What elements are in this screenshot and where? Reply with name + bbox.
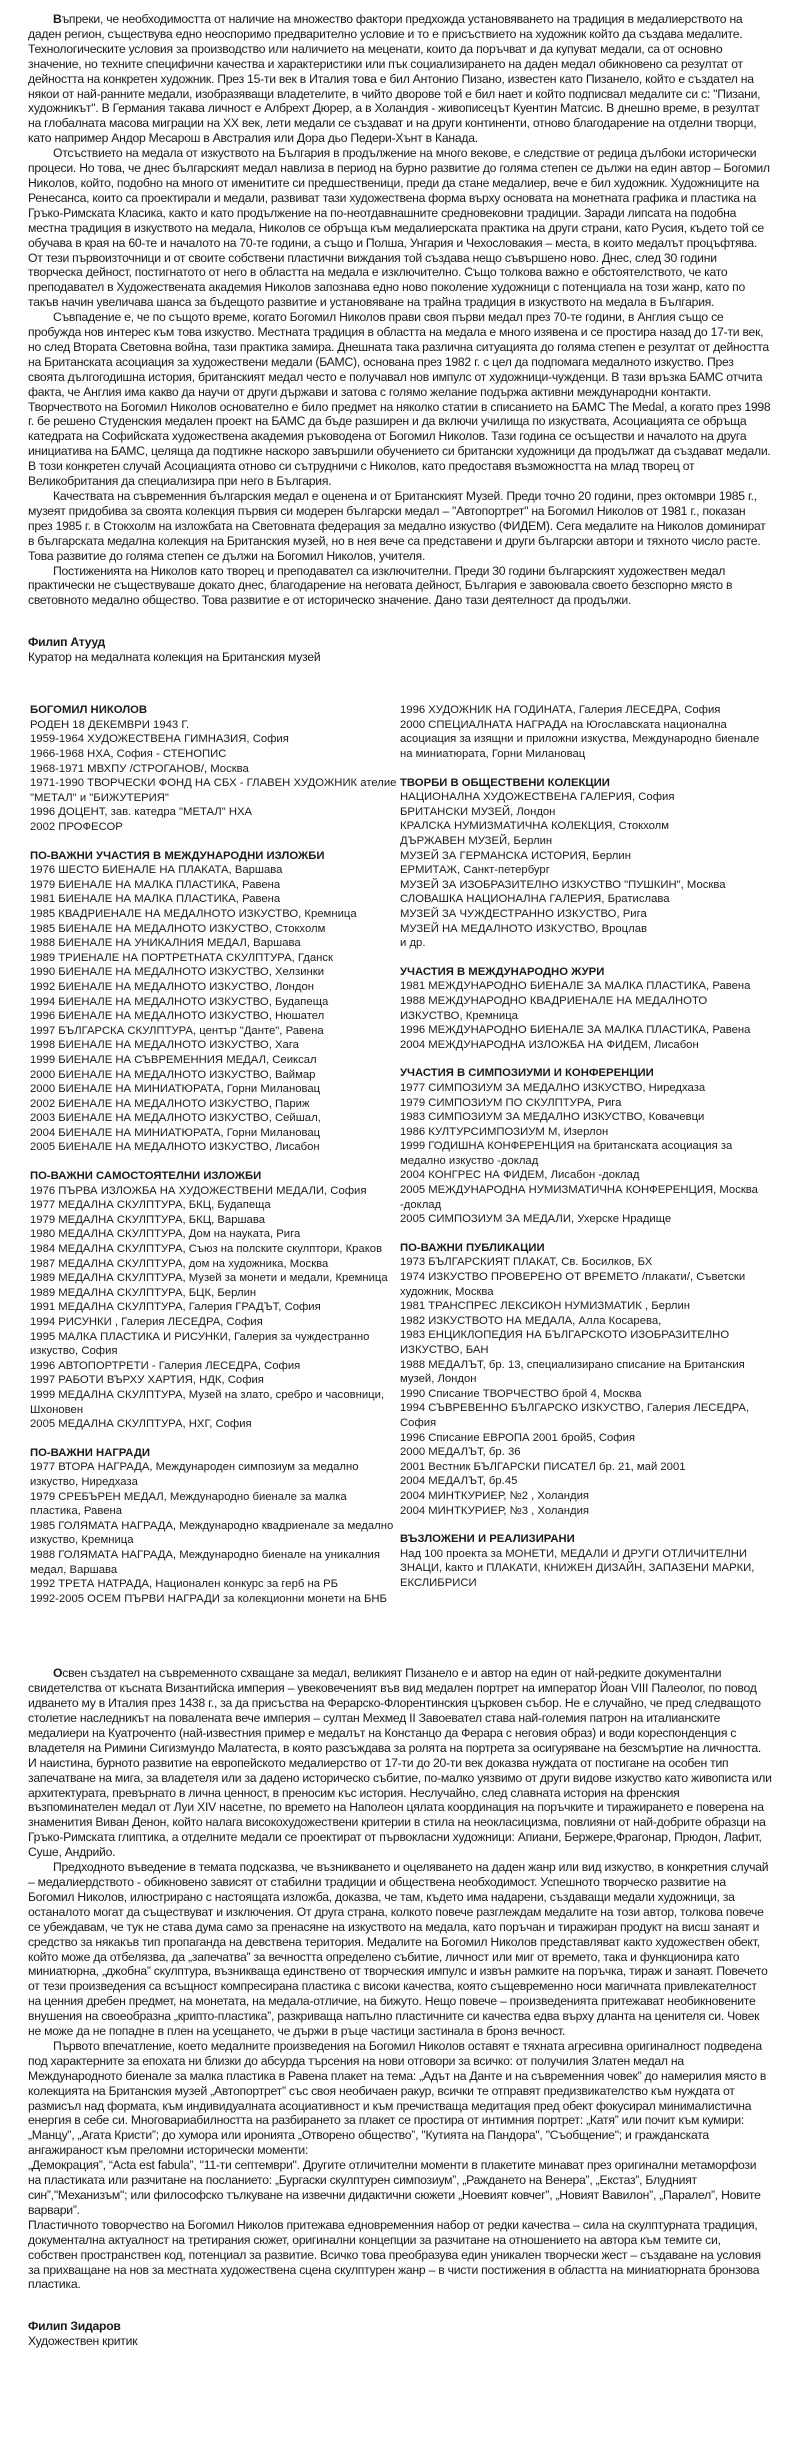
cv-entry: 1979 МЕДАЛНА СКУЛПТУРА, БКЦ, Варшава xyxy=(30,1213,265,1226)
essay-paragraph xyxy=(28,564,772,609)
paragraph-text: Съвпадение е, че по същото време, когато Богомил Николов прави своя първи медал през 70-те години, в Англия също се пробужда нов интерес към това изкуство. Местната традиция в областта на медала е много изявена и се простира назад до 17-ти век, но след Втората Световна война, тази практика замира. Днешната така различна ситуацията до голяма степен е резултат от дейността на Британската асоциация за художествени медали (БАМС), основана през 1982 г. с цел да подпомага медалното изкуство. През своята дългогодишна история, британският медал често е получавал нов импулс от художници-чужденци. В тази връзка БАМС отчита факта, че Англия има какво да научи от други държави и затова с голямо желание подържа активни международни контакти. Творчеството на Богомил Николов основателно е било предмет на няколко статии в списанието на БАМС The Medal, а когато през 1998 г. бе решено Студенския медален проект на БАМС да бъде разширен и да включи училища по изкуствата, Асоциацията се обръща катедрата на Софийската художествена академия ръководена от Богомил Николов. Тази година се осъществи и началото на друга инициатива на БАМС, целяща да подтикне наскоро завършили обучението си британски художници да продължат да създават медали. В този конкретен случай Асоциацията отново си сътрудничи с Николов, като предоставя възможността на млад творец от Великобритания да специализира при него в България. xyxy=(28,310,771,489)
cv-entry: 1997 БЪЛГАРСКА СКУЛПТУРА, център "Данте", Равена xyxy=(30,1024,324,1037)
cv-section-heading: ПО-ВАЖНИ ПУБЛИКАЦИИ xyxy=(400,1241,545,1254)
cv-entry: 2004 МЕДАЛЪТ, бр.45 xyxy=(400,1475,518,1488)
cv-entry: НАЦИОНАЛНА ХУДОЖЕСТВЕНА ГАЛЕРИЯ, София xyxy=(400,791,675,804)
cv-entry: 2001 Вестник БЪЛГАРСКИ ПИСАТЕЛ бр. 21, май 2001 xyxy=(400,1460,686,1473)
cv-entry: 1996 БИЕНАЛЕ НА МЕДАЛНОТО ИЗКУСТВО, Нюшател xyxy=(30,1010,325,1023)
cv-entry: 2004 МИНТКУРИЕР, №3 , Холандия xyxy=(400,1504,590,1517)
cv-entry: 1968-1971 МВХПУ /СТРОГАНОВ/, Москва xyxy=(30,762,249,775)
cv-entry: 1990 Списание ТВОРЧЕСТВО брой 4, Москва xyxy=(400,1387,642,1400)
paragraph-text: Качествата на съвременния българския медал е оценена и от Британският Музей. Преди точно 20 години, през октомври 1985 г., музеят придобива за своята колекция първия си модерен български медал – "Автопортрет" на Богомил Николов от 1981 г., показан през 1985 г. в Стокхолм на изложбата на Световната федерация за медално изкуство (ФИДЕМ). Сега медалите на Николов доминират в българската медална колекция на Британския музей, но в нея вече са представени и други български автори и тяхното число расте. Това развитие до голяма степен се дължи на Богомил Николов, учителя. xyxy=(28,489,766,563)
cv-entry: 1979 БИЕНАЛЕ НА МАЛКА ПЛАСТИКА, Равена xyxy=(30,878,281,891)
cv-entry: 1982 ИЗКУСТВОТО НА МЕДАЛА, Алла Косарева, xyxy=(400,1314,662,1327)
cv-entry: БРИТАНСКИ МУЗЕЙ, Лондон xyxy=(400,805,556,818)
paragraph-text: Отсъствието на медала от изкуството на България в продължение на много векове, е следствие от редица дълбоки исторически процеси. Но това, че днес българският медал навлиза в период на бурно развитие до голяма степен се дължи на един автор – Богомил Николов, който, подобно на много от именитите си предшественици, преди да стане медалиер, вече е бил художник. Художниците на Ренесанса, които са проектирали и медали, развиват тази художествена форма върху основата на монетната графика и пластика на Гръко-Римската Класика, както и като продължение на по-неотдавнашните средновековни традиции. Заради липсата на подобна местна традиция в изкуството на медала, Николов се обръща към медалиерската практика на други страни, като Русия, където той се обучава в края на 60-те и началото на 70-те години, а също и Полша, Унгария и Чехословакия – места, в които медалът процъфтява. От тези първоизточници и от своите собствени пластични виждания той създава нещо съвършено ново. Днес, след 30 години творческа дейност, постигнатото от него в областта на медала е изключително. Също толкова важно е обстоятелството, че като преподавател в Художествената академия Николов запознава едно ново поколение художници с потенциала на този жанр, като по такъв начин увеличава шанса за бъдещото развитие и установяване на трайна традиция в изкуството на медала в България. xyxy=(28,146,770,310)
cv-entry: 1985 ГОЛЯМАТА НАГРАДА, Международно квадриенале за медално изкуство, Кремница xyxy=(30,1519,394,1547)
cv-entry: ЕРМИТАЖ, Санкт-петербург xyxy=(400,864,550,877)
cv-entry: 1959-1964 ХУДОЖЕСТВЕНА ГИМНАЗИЯ, София xyxy=(30,733,289,746)
cv-entry: 1990 БИЕНАЛЕ НА МЕДАЛНОТО ИЗКУСТВО, Хелзинки xyxy=(30,966,325,979)
cv-entry: 2005 МЕЖДУНАРОДНА НУМИЗМАТИЧНА КОНФЕРЕНЦИЯ, Москва -доклад xyxy=(400,1184,758,1211)
cv-entry: 1996 ДОЦЕНТ, зав. катедра "МЕТАЛ" НХА xyxy=(30,806,253,819)
cv-left-column xyxy=(30,703,400,1606)
paragraph-text: Предходното въведение в темата подсказва, че възникването и оцеляването на даден жанр или вид изкуство, в конкретния случай – медалиердството - обикновено зависят от стабилни традиции и обществена необходимост. Успешното творческо развитие на Богомил Николов, илюстрирано с настоящата изложба, доказва, че там, където има надарени, създаващи медали художници, за останалото могат да съществуват и изключения. От друга страна, колкото повече разглеждам медалите на този автор, толкова повече се убеждавам, че тук не става дума само за пренасяне на изкуството на медала, като поръчан и тиражиран продукт на висш занаят и средство за някакъв тип пропаганда на девствена територия. Медалите на Богомил Николов представляват както художествен обект, който може да отбелязва, да „запечатва” за вечността определено събитие, личност или миг от времето, така и функционира като миниатюрна, „джобна” скулптура, възникваща единствено от творческия импулс и извън рамките на поръчка, тираж и занаят. Повечето от тези произведения са всъщност компресирана пластика с високи качества, която същевременно носи магичната привлекателност на ценния дребен предмет, на монетата, на медала-отличие, на бижуто. Нещо повече – произведенията притежават необикновените внушения на своеобразна „крипто-пластика”, разкриваща напълно пластичните си качества едва върху дланта на ценителя си. Човек не може да не попадне в плен на усещането, че държи в ръце частици застинала в бронз вечност. xyxy=(28,1860,769,2039)
cv-entry: 2003 БИЕНАЛЕ НА МЕДАЛНОТО ИЗКУСТВО, Сейшал, xyxy=(30,1112,321,1125)
cv-entry: 2000 СПЕЦИАЛНАТА НАГРАДА на Югославската национална асоциация за изящни и приложни изкуства, Международно биенале на миниатюрата, Горни Милановац xyxy=(400,718,760,761)
cv-entry: 1979 СРЕБЪРЕН МЕДАЛ, Международно биенале за малка пластика, Равена xyxy=(30,1490,347,1518)
cv-entry: МУЗЕЙ ЗА ГЕРМАНСКА ИСТОРИЯ, Берлин xyxy=(400,849,631,862)
cv-entry: 1989 ТРИЕНАЛЕ НА ПОРТРЕТНАТА СКУЛПТУРА, Гданск xyxy=(30,951,333,964)
cv-entry: 1985 БИЕНАЛЕ НА МЕДАЛНОТО ИЗКУСТВО, Стокхолм xyxy=(30,922,326,935)
cv-entry: 2004 МЕЖДУНАРОДНА ИЗЛОЖБА НА ФИДЕМ, Лисабон xyxy=(400,1038,699,1051)
cv-entry: 1991 МЕДАЛНА СКУЛПТУРА, Галерия ГРАДЪТ, София xyxy=(30,1301,321,1314)
cv-entry: 2004 МИНТКУРИЕР, №2 , Холандия xyxy=(400,1489,590,1502)
cv-entry: 1999 МЕДАЛНА СКУЛПТУРА, Музей на злато, сребро и часовници, Шхоновен xyxy=(30,1388,385,1416)
cv-entry: 1995 МАЛКА ПЛАСТИКА И РИСУНКИ, Галерия за чуждестранно изкуство, София xyxy=(30,1330,370,1358)
paragraph-text: „Демокрация”, “Acta est fabula”, "11-ти септември". Другите отличителни моменти в плакетите минават през оригинални метаморфози на пластиката или разчитане на посланието: „Бургаски скулптурен симпозиум”, „Раждането на Венера”, „Екстаз”, Блудният син”,"Механизъм"; или философско тълкуване на извечни дидактични сюжети „Ноевият ковчег”, „Новият Вавилон”, „Паралел”, Новите варвари”. xyxy=(28,2158,761,2217)
essay-paragraph xyxy=(28,2218,772,2293)
cv-entry: 1977 МЕДАЛНА СКУЛПТУРА, БКЦ, Будапеща xyxy=(30,1199,271,1212)
cv-entry: 1999 БИЕНАЛЕ НА СЪВРЕМЕННИЯ МЕДАЛ, Сеиксал xyxy=(30,1053,317,1066)
cv-entry: 2004 БИЕНАЛЕ НА МИНИАТЮРАТА, Горни Милановац xyxy=(30,1126,321,1139)
cv-entry: 1996 ХУДОЖНИК НА ГОДИНАТА, Галерия ЛЕСЕДРА, София xyxy=(400,704,721,717)
cv-section-heading: ПО-ВАЖНИ НАГРАДИ xyxy=(30,1446,151,1459)
essay-paragraph xyxy=(28,489,772,564)
cv-entry: 1981 ТРАНСПРЕС ЛЕКСИКОН НУМИЗМАТИК , Берлин xyxy=(400,1300,691,1313)
cv-entry: 1976 ПЪРВА ИЗЛОЖБА НА ХУДОЖЕСТВЕНИ МЕДАЛИ, София xyxy=(30,1184,367,1197)
cv-entry: 1992-2005 ОСЕМ ПЪРВИ НАГРАДИ за колекционни монети на БНБ xyxy=(30,1592,387,1605)
essay-paragraph xyxy=(28,1666,772,1860)
cv-entry: 1994 РИСУНКИ , Галерия ЛЕСЕДРА, София xyxy=(30,1316,263,1328)
cv-entry: МУЗЕЙ НА МЕДАЛНОТО ИЗКУСТВО, Вроцлав xyxy=(400,922,648,935)
cv-entry: 1988 ГОЛЯМАТА НАГРАДА, Международно биенале на уникалния медал, Варшава xyxy=(30,1548,380,1576)
essay-paragraph xyxy=(28,146,772,310)
cv-entry: 1981 БИЕНАЛЕ НА МАЛКА ПЛАСТИКА, Равена xyxy=(30,893,281,906)
cv-entry: 1988 МЕДАЛЪТ, бр. 13, специализирано списание на Британския музей, Лондон xyxy=(400,1358,745,1386)
cv-entry: 1994 БИЕНАЛЕ НА МЕДАЛНОТО ИЗКУСТВО, Будапеща xyxy=(30,995,329,1008)
cv-entry: 1977 ВТОРА НАГРАДА, Международен симпозиум за медално изкуство, Ниредхаза xyxy=(30,1461,359,1488)
cv-entry: 1992 ТРЕТА НАТРАДА, Национален конкурс за герб на РБ xyxy=(30,1578,339,1591)
cv-entry: 1983 ЕНЦИКЛОПЕДИЯ НА БЪЛГАРСКОТО ИЗОБРАЗИТЕЛНО ИЗКУСТВО, БАН xyxy=(400,1329,730,1356)
drop-letter: О xyxy=(53,1666,63,1681)
cv-entry: Над 100 проекта за МОНЕТИ, МЕДАЛИ И ДРУГИ ОТЛИЧИТЕЛНИ ЗНАЦИ, kакто и ПЛАКАТИ, КНИЖЕН ДИЗАЙН, ЗАПАЗЕНИ МАРКИ, ЕКСЛИБРИСИ xyxy=(400,1547,755,1589)
essay-paragraph xyxy=(28,1860,772,2039)
cv-entry: 1966-1968 НХА, София - СТЕНОПИС xyxy=(30,748,227,761)
cv-entry: 2002 ПРОФЕСОР xyxy=(30,821,123,833)
cv-section-heading: ТВОРБИ В ОБЩЕСТВЕНИ КОЛЕКЦИИ xyxy=(400,776,610,789)
cv-entry: 1980 МЕДАЛНА СКУЛПТУРА, Дом на науката, Рига xyxy=(30,1228,301,1241)
cv-entry: 1973 БЪЛГАРСКИЯТ ПЛАКАТ, Св. Босилков, БХ xyxy=(400,1256,653,1269)
cv-entry: 1986 КУЛТУРСИМПОЗИУМ М, Изерлон xyxy=(400,1125,609,1138)
cv-section-heading: ПО-ВАЖНИ САМОСТОЯТЕЛНИ ИЗЛОЖБИ xyxy=(30,1170,262,1183)
essay-paragraph xyxy=(28,2158,772,2218)
cv-entry: 1996 АВТОПОРТРЕТИ - Галерия ЛЕСЕДРА, София xyxy=(30,1359,301,1372)
cv-entry: 1997 РАБОТИ ВЪРХУ ХАРТИЯ, НДК, София xyxy=(30,1374,264,1387)
cv-entry: 1996 МЕЖДУНАРОДНО БИЕНАЛЕ ЗА МАЛКА ПЛАСТИКА, Равена xyxy=(400,1024,751,1037)
paragraph-text: Постиженията на Николов като творец и преподавател са изключителни. Преди 30 години българският художествен медал практически не съществуваше докато днес, благодарение на неговата дейност, България е завоювала своето безспорно място в световното медално общество. Това развитие е от историческо значение. Дано тази деятелност да продължи. xyxy=(28,563,733,608)
cv-entry: 1988 МЕЖДУНАРОДНО КВАДРИЕНАЛЕ НА МЕДАЛНОТО ИЗКУСТВО, Кремница xyxy=(400,994,708,1022)
cv-entry: 1984 МЕДАЛНА СКУЛПТУРА, Съюз на полските скулптори, Краков xyxy=(30,1243,383,1256)
cv-entry: 2005 МЕДАЛНА СКУЛПТУРА, НХГ, София xyxy=(30,1418,252,1431)
paragraph-text: свен създател на съвременното схващане за медал, великият Пизанело е и автор на един от най-редките документални свидетелства от късната Византийска империя – увековеченият във вид медален портрет на император Йоан VIII Палеолог, по повод идването му в Италия през 1438 г., за да присъства на Ферарско-Флорентинския църковен събор. Не е случайно, че пред следващото столетие наследникът на повалената вече империя – султан Мехмед II Завоевател става най-големия патрон на италианските медалиери на Куатроченто (най-известния пример е медалът на Констанцо да Ферара с неговия образ) и води кореспонденция с владетеля на Римини Сигизмундо Малатеста, в която разсъждава за ролята на портрета за осигуряване на безсмъртие на личността. И наистина, бурното развитие на европейското медалиерство от 17-ти до 20-ти век доказва нуждата от постигане на особен тип запечатване на мига, за владетеля или за дадено историческо събитие, по-малко уязвимо от други видове изкуство като живописта или архитектурата, превърнато в лична ценност, в преносим къс история. Неслучайно, след славната история на френския възпоминателен медал от Луи XIV насетне, по времето на Наполеон цялата координация на поръчките и тиражирането е поверена на знаменития Виван Денон, който налага висoкохудожествени критерии в стила на неокласицизма, повлияни от най-добрите образци на Гръко-Римската глиптика, а отделните медали се проектират от първокласни художници: Апиани, Бержере,Фрагонар, Прюдон, Лафит, Суше, Андрийо. xyxy=(28,1666,772,1860)
essay-paragraph xyxy=(28,12,772,146)
cv-entry: 1996 Списание ЕВРОПА 2001 брой5, София xyxy=(400,1431,636,1444)
cv-entry: 2002 БИЕНАЛЕ НА МЕДАЛНОТО ИЗКУСТВО, Париж xyxy=(30,1097,310,1110)
cv-section-heading: ВЪЗЛОЖЕНИ И РЕАЛИЗИРАНИ xyxy=(400,1533,575,1546)
cv-entry: 1989 МЕДАЛНА СКУЛПТУРА, БЦК, Берлин xyxy=(30,1286,257,1299)
critique-author-name: Филип Зидаров xyxy=(28,2319,121,2334)
intro-author-name: Филип Атууд xyxy=(28,635,106,650)
cv-entry: 2000 БИЕНАЛЕ НА МИНИАТЮРАТА, Горни Милановац xyxy=(30,1083,321,1096)
cv-entry: 2000 БИЕНАЛЕ НА МЕДАЛНОТО ИЗКУСТВО, Ваймар xyxy=(30,1068,316,1081)
cv-entry: 1998 БИЕНАЛЕ НА МЕДАЛНОТО ИЗКУСТВО, Хага xyxy=(30,1039,299,1052)
cv-entry: 1976 ШЕСТО БИЕНАЛЕ НА ПЛАКАТА, Варшава xyxy=(30,864,283,877)
cv-section-heading: БОГОМИЛ НИКОЛОВ xyxy=(30,704,148,717)
cv-entry: 2005 СИМПОЗИУМ ЗА МЕДАЛИ, Ухерске Нрадище xyxy=(400,1213,672,1226)
cv-entry: 1994 СЪВРЕВЕННО БЪЛГАРСКО ИЗКУСТВО, Галерия ЛЕСЕДРА, София xyxy=(400,1402,750,1429)
cv-right-column xyxy=(400,703,770,1606)
cv-entry: 1985 КВАДРИЕНАЛЕ НА МЕДАЛНОТО ИЗКУСТВО, Кремница xyxy=(30,907,357,920)
essay-paragraph xyxy=(28,310,772,489)
cv-entry: 2004 КОНГРЕС НА ФИДЕМ, Лисабон -доклад xyxy=(400,1169,640,1182)
intro-signature xyxy=(0,623,800,665)
cv-entry: 1977 СИМПОЗИУМ ЗА МЕДАЛНО ИЗКУСТВО, Ниредхаза xyxy=(400,1081,706,1094)
critique-author-role: Художествен критик xyxy=(28,2334,138,2349)
drop-letter: В xyxy=(53,12,62,26)
cv-entry: МУЗЕЙ ЗА ИЗОБРАЗИТЕЛНО ИЗКУСТВО "ПУШКИН", Москва xyxy=(400,878,726,891)
cv-entry: 1988 БИЕНАЛЕ НА УНИКАЛНИЯ МЕДАЛ, Варшава xyxy=(30,937,301,950)
cv-entry: МУЗЕЙ ЗА ЧУЖДЕСТРАННО ИЗКУСТВО, Рига xyxy=(400,907,647,920)
cv-section xyxy=(0,665,800,1606)
critique-signature xyxy=(0,2307,800,2349)
cv-entry: КРАЛСКА НУМИЗМАТИЧНА КОЛЕКЦИЯ, Стокхолм xyxy=(400,820,670,833)
critique-essay xyxy=(0,1606,800,2292)
cv-section-heading: ПО-ВАЖНИ УЧАСТИЯ В МЕЖДУНАРОДНИ ИЗЛОЖБИ xyxy=(30,849,325,862)
cv-entry: 1983 СИМПОЗИУМ ЗА МЕДАЛНО ИЗКУСТВО, Ковачевци xyxy=(400,1111,705,1124)
cv-entry: СЛОВАШКА НАЦИОНАЛНА ГАЛЕРИЯ, Братислава xyxy=(400,893,670,906)
cv-entry: ДЪРЖАВЕН МУЗЕЙ, Берлин xyxy=(400,835,553,847)
cv-entry: 1979 СИМПОЗИУМ ПО СКУЛПТУРА, Рига xyxy=(400,1096,622,1109)
cv-entry: 1992 БИЕНАЛЕ НА МЕДАЛНОТО ИЗКУСТВО, Лондон xyxy=(30,980,315,993)
cv-entry: 1987 МЕДАЛНА СКУЛПТУРА, дом на художника, Москва xyxy=(30,1257,329,1270)
paragraph-text: Пластичното товорчество на Богомил Николов притежава едновременния набор от редки качества – сила на скулптурната традиция, документална актуалност на третирания сюжет, оригинални концепции за разчитане на отношението на автора към темите си, собствен пространствен код, потенциал за развитие. Всичко това преобразува един уникален творчески жест – създаване на условия за прихващане на нов за местната художествена сцена скулптурен жанр – в чисти постижения в областта на миниатюрната бронзова пластика. xyxy=(28,2217,761,2292)
cv-section-heading: УЧАСТИЯ В МЕЖДУНАРОДНО ЖУРИ xyxy=(400,965,605,978)
essay-paragraph xyxy=(28,2039,772,2158)
intro-author-role: Куратор на медалната колекция на Британския музей xyxy=(28,650,321,665)
cv-entry: 2005 БИЕНАЛЕ НА МЕДАЛНОТО ИЗКУСТВО, Лисабон xyxy=(30,1141,320,1154)
cv-entry: 1971-1990 ТВОРЧЕСКИ ФОНД НА СБХ - ГЛАВЕН ХУДОЖНИК ателие "МЕТАЛ" и "БИЖУТЕРИЯ" xyxy=(30,777,397,804)
cv-entry: и др. xyxy=(400,937,426,950)
cv-entry: 1999 ГОДИШНА КОНФЕРЕНЦИЯ на британската асоциация за медално изкуство -доклад xyxy=(400,1140,733,1167)
cv-entry: 2000 МЕДАЛЪТ, бр. 36 xyxy=(400,1446,521,1459)
cv-entry: РОДЕН 18 ДЕКЕМВРИ 1943 Г. xyxy=(30,718,190,731)
paragraph-text: Първото впечатление, което медалните произведения на Богомил Николов оставят е тяхната агресивна оригиналност подведена под характерните за епохата ни близки до абсурда търсения на нови отговори за всичко: от получилия Златен медал на Международното биенале за малка пластика в Равена плакет на тема: „Адът на Данте и на съвременния човек” до намерилия място в колекцията на Британския музей „Автопортрет” със своя необичаен ракур, всички те отправят предизвикателство към нуждата от размисъл над формата, към индивидуалната асоциативност и към пречистваща медитация пред обект фокусирал минималистична енергия в себе си. Многовариабилността на разбирането за плакет се простира от интимния портрет: „Катя” или почит към кумири: „Манцу”, „Агата Кристи”; до хумора или иронията „Отворено общество”, "Кутията на Пандора", "Съобщение"; и гражданската ангажираност към преломни исторически моменти: xyxy=(28,2038,767,2158)
cv-section-heading: УЧАСТИЯ В СИМПОЗИУМИ И КОНФЕРЕНЦИИ xyxy=(400,1067,654,1080)
intro-essay xyxy=(0,0,800,608)
cv-entry: 1989 МЕДАЛНА СКУЛПТУРА, Музей за монети и медали, Кремница xyxy=(30,1272,388,1285)
paragraph-text: ъпреки, че необходимостта от наличие на множество фактори предхожда установяването на традиция в медалиерството на даден регион, съществува едно неоспоримо предварително условие и то е присъствието на художник който да създава медалите. Технологическите условия за производство или наличието на меценати, които да поръчват и да купуват медали, са от основно значение, но техните специфични качества и характеристики или пък социализирането на даден медал обикновено са резултат от дейността на конкретен художник. През 15-ти век в Италия това е бил Антонио Пизано, известен като Пизанело, който е създател на някои от най-ранните медали, изобразяващи владетелите, в чийто дворове той е бил нает и който подписвал медалите си с: "Пизани, художникът". В Германия такава личност е Албрехт Дюрер, а в Холандия - живописецът Куентин Матсис. В днешно време, в резултат на глобалната масова миграции на ХХ век, лети медали се създават и на други континенти, отново благодарение на отделни творци, като например Андор Месарош в Австралия или Дора дьо Педери-Хънт в Канада. xyxy=(28,12,761,146)
cv-entry: 1981 МЕЖДУНАРОДНО БИЕНАЛЕ ЗА МАЛКА ПЛАСТИКА, Равена xyxy=(400,980,751,993)
cv-entry: 1974 ИЗКУСТВО ПРОВЕРЕНО ОТ ВРЕМЕТО /плакати/, Съветски художник, Москва xyxy=(400,1271,746,1298)
